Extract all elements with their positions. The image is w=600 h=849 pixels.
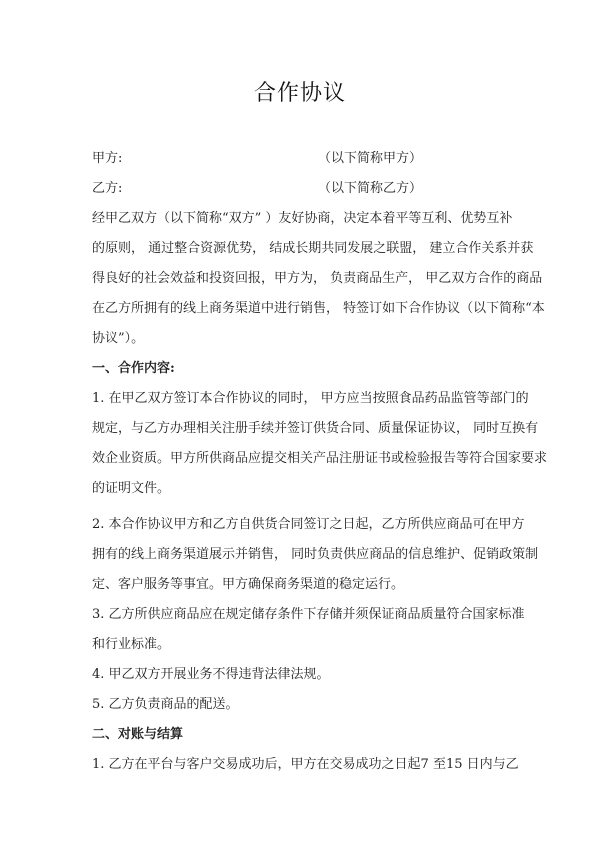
party-a-note: （以下简称甲方） <box>318 151 423 166</box>
clause-line: 3. 乙方所供应商品应在规定储存条件下存储并须保证商品质量符合国家标准 <box>92 607 525 622</box>
preamble-line: 经甲乙双方（以下简称“双方” ）友好协商，决定本着平等互利、优势互补 <box>92 211 513 226</box>
clause-line: 效企业资质。甲方所供商品应提交相关产品注册证书或检验报告等符合国家要求 <box>92 451 548 466</box>
preamble-line: 在乙方所拥有的线上商务渠道中进行销售， 特签订如下合作协议（以下简称“本 <box>92 301 545 316</box>
party-b-label: 乙方: <box>92 181 123 196</box>
clause-line: 规定，与乙方办理相关注册手续并签订供货合同、质量保证协议， 同时互换有 <box>92 421 539 436</box>
page-title: 合作协议 <box>253 81 346 106</box>
section-heading: 二、对账与结算 <box>92 727 184 742</box>
section-heading: 一、合作内容: <box>92 361 175 376</box>
clause-line: 1. 乙方在平台与客户交易成功后，甲方在交易成功之日起7 至15 日内与乙 <box>92 757 519 772</box>
party-a-label: 甲方: <box>92 151 123 166</box>
preamble-line: 得良好的社会效益和投资回报，甲方为， 负责商品生产， 甲乙双方合作的商品 <box>92 271 543 286</box>
clause-line: 拥有的线上商务渠道展示并销售， 同时负责供应商品的信息维护、促销政策制 <box>92 547 539 562</box>
clause-line: 4. 甲乙双方开展业务不得违背法律法规。 <box>92 667 330 682</box>
clause-line: 定、客户服务等事宜。甲方确保商务渠道的稳定运行。 <box>92 577 405 592</box>
clause-line: 1. 在甲乙双方签订本合作协议的同时， 甲方应当按照食品药品监管等部门的 <box>92 391 529 406</box>
party-b-note: （以下简称乙方） <box>318 181 423 196</box>
clause-line: 和行业标准。 <box>92 637 171 652</box>
preamble-line: 协议”）。 <box>92 331 145 346</box>
clause-line: 2. 本合作协议甲方和乙方自供货合同签订之日起，乙方所供应商品可在甲方 <box>92 517 525 532</box>
preamble-line: 的原则， 通过整合资源优势， 结成长期共同发展之联盟， 建立合作关系并获 <box>92 241 534 256</box>
clause-line: 的证明文件。 <box>92 481 171 496</box>
clause-line: 5. 乙方负责商品的配送。 <box>92 697 239 712</box>
